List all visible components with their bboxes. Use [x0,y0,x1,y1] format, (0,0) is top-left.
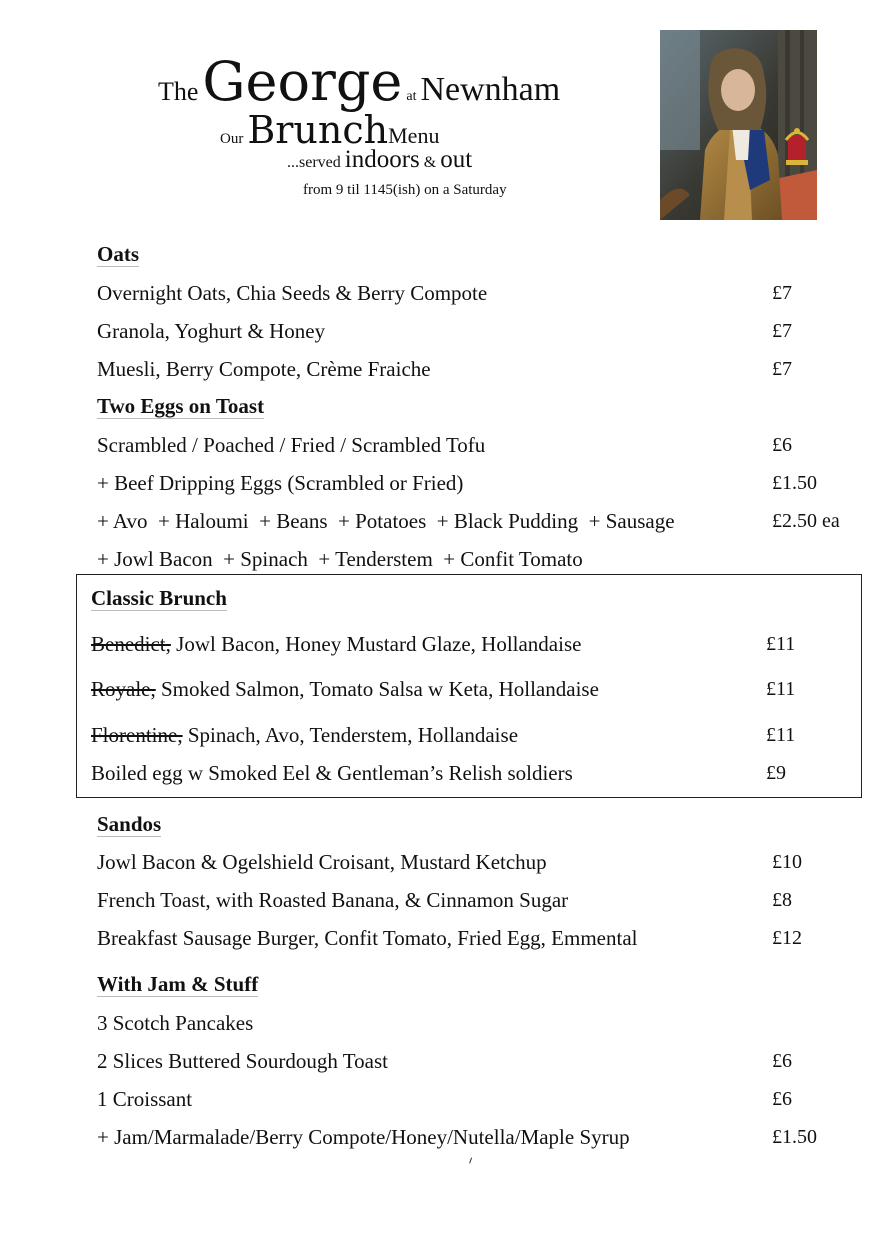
dish-description: Spinach, Avo, Tenderstem, Hollandaise [182,723,519,747]
dish-description: Smoked Salmon, Tomato Salsa w Keta, Hollandaise [155,677,599,701]
dish-description: Jowl Bacon, Honey Mustard Glaze, Hollandaise [170,632,582,656]
out-text: out [440,146,473,173]
menu-item-price: £1.50 [772,1126,817,1148]
menu-item-price: £8 [772,889,792,911]
menu-item-price: £1.50 [772,472,817,494]
menu-item-price: £7 [772,282,792,304]
menu-item-price: £12 [772,927,802,949]
section-title-oats: Oats [97,242,139,266]
section-title-eggs: Two Eggs on Toast [97,394,265,418]
menu-item-price: £11 [766,633,796,655]
menu-item: Overnight Oats, Chia Seeds & Berry Compote [97,281,488,305]
menu-item: 2 Slices Buttered Sourdough Toast [97,1049,388,1073]
restaurant-name [158,50,560,113]
king-portrait-image [660,30,817,220]
section-title-sandos: Sandos [97,812,162,836]
menu-item-price: £6 [772,1050,792,1072]
menu-item: French Toast, with Roasted Banana, & Cinnamon Sugar [97,888,569,912]
menu-item: + Avo + Haloumi + Beans + Potatoes + Black Pudding + Sausage [97,509,675,533]
subtitle-our: Our [220,131,244,147]
title-newnham: Newnham [420,71,561,108]
menu-item: Scrambled / Poached / Fried / Scrambled Tofu [97,433,486,457]
served-text: ...served [287,154,341,171]
menu-item: 1 Croissant [97,1087,193,1111]
menu-item: Breakfast Sausage Burger, Confit Tomato, Fried Egg, Emmental [97,926,638,950]
menu-item: Jowl Bacon & Ogelshield Croisant, Mustard Ketchup [97,850,547,874]
menu-item: Granola, Yoghurt & Honey [97,319,326,343]
menu-item: Boiled egg w Smoked Eel & Gentleman’s Relish soldiers [91,761,573,785]
menu-item-price: £11 [766,724,796,746]
menu-item [91,631,581,657]
menu-item-price: £9 [766,762,786,784]
menu-item-price: £2.50 ea [772,510,840,532]
menu-item: 3 Scotch Pancakes [97,1011,254,1035]
menu-item-price: £10 [772,851,802,873]
menu-item: Muesli, Berry Compote, Crème Fraiche [97,357,431,381]
served-line [287,146,472,174]
menu-item-price: £6 [772,1088,792,1110]
menu-item-price: £7 [772,358,792,380]
subtitle-brunch: Brunch [247,108,389,152]
indoors-text: indoors [344,146,420,173]
title-the: The [158,77,199,106]
struck-dish-name: Florentine, [91,723,183,747]
menu-item-price: £11 [766,678,796,700]
section-title-classic: Classic Brunch [91,586,227,610]
menu-item: + Jam/Marmalade/Berry Compote/Honey/Nutella/Maple Syrup [97,1125,630,1149]
menu-item-price: £6 [772,434,792,456]
stray-mark [469,1157,475,1164]
title-george: George [202,50,403,113]
amp-text: & [423,154,437,171]
section-title-jam: With Jam & Stuff [97,972,259,996]
menu-item-price: £7 [772,320,792,342]
struck-dish-name: Royale, [91,677,156,701]
menu-item: + Beef Dripping Eggs (Scrambled or Fried) [97,471,464,495]
menu-item [91,722,518,748]
menu-item: + Jowl Bacon + Spinach + Tenderstem + Confit Tomato [97,547,583,571]
struck-dish-name: Benedict, [91,632,171,656]
menu-item [91,676,599,702]
title-at: at [406,89,417,104]
subtitle-menu: Menu [388,123,440,148]
opening-hours: from 9 til 1145(ish) on a Saturday [303,182,507,198]
